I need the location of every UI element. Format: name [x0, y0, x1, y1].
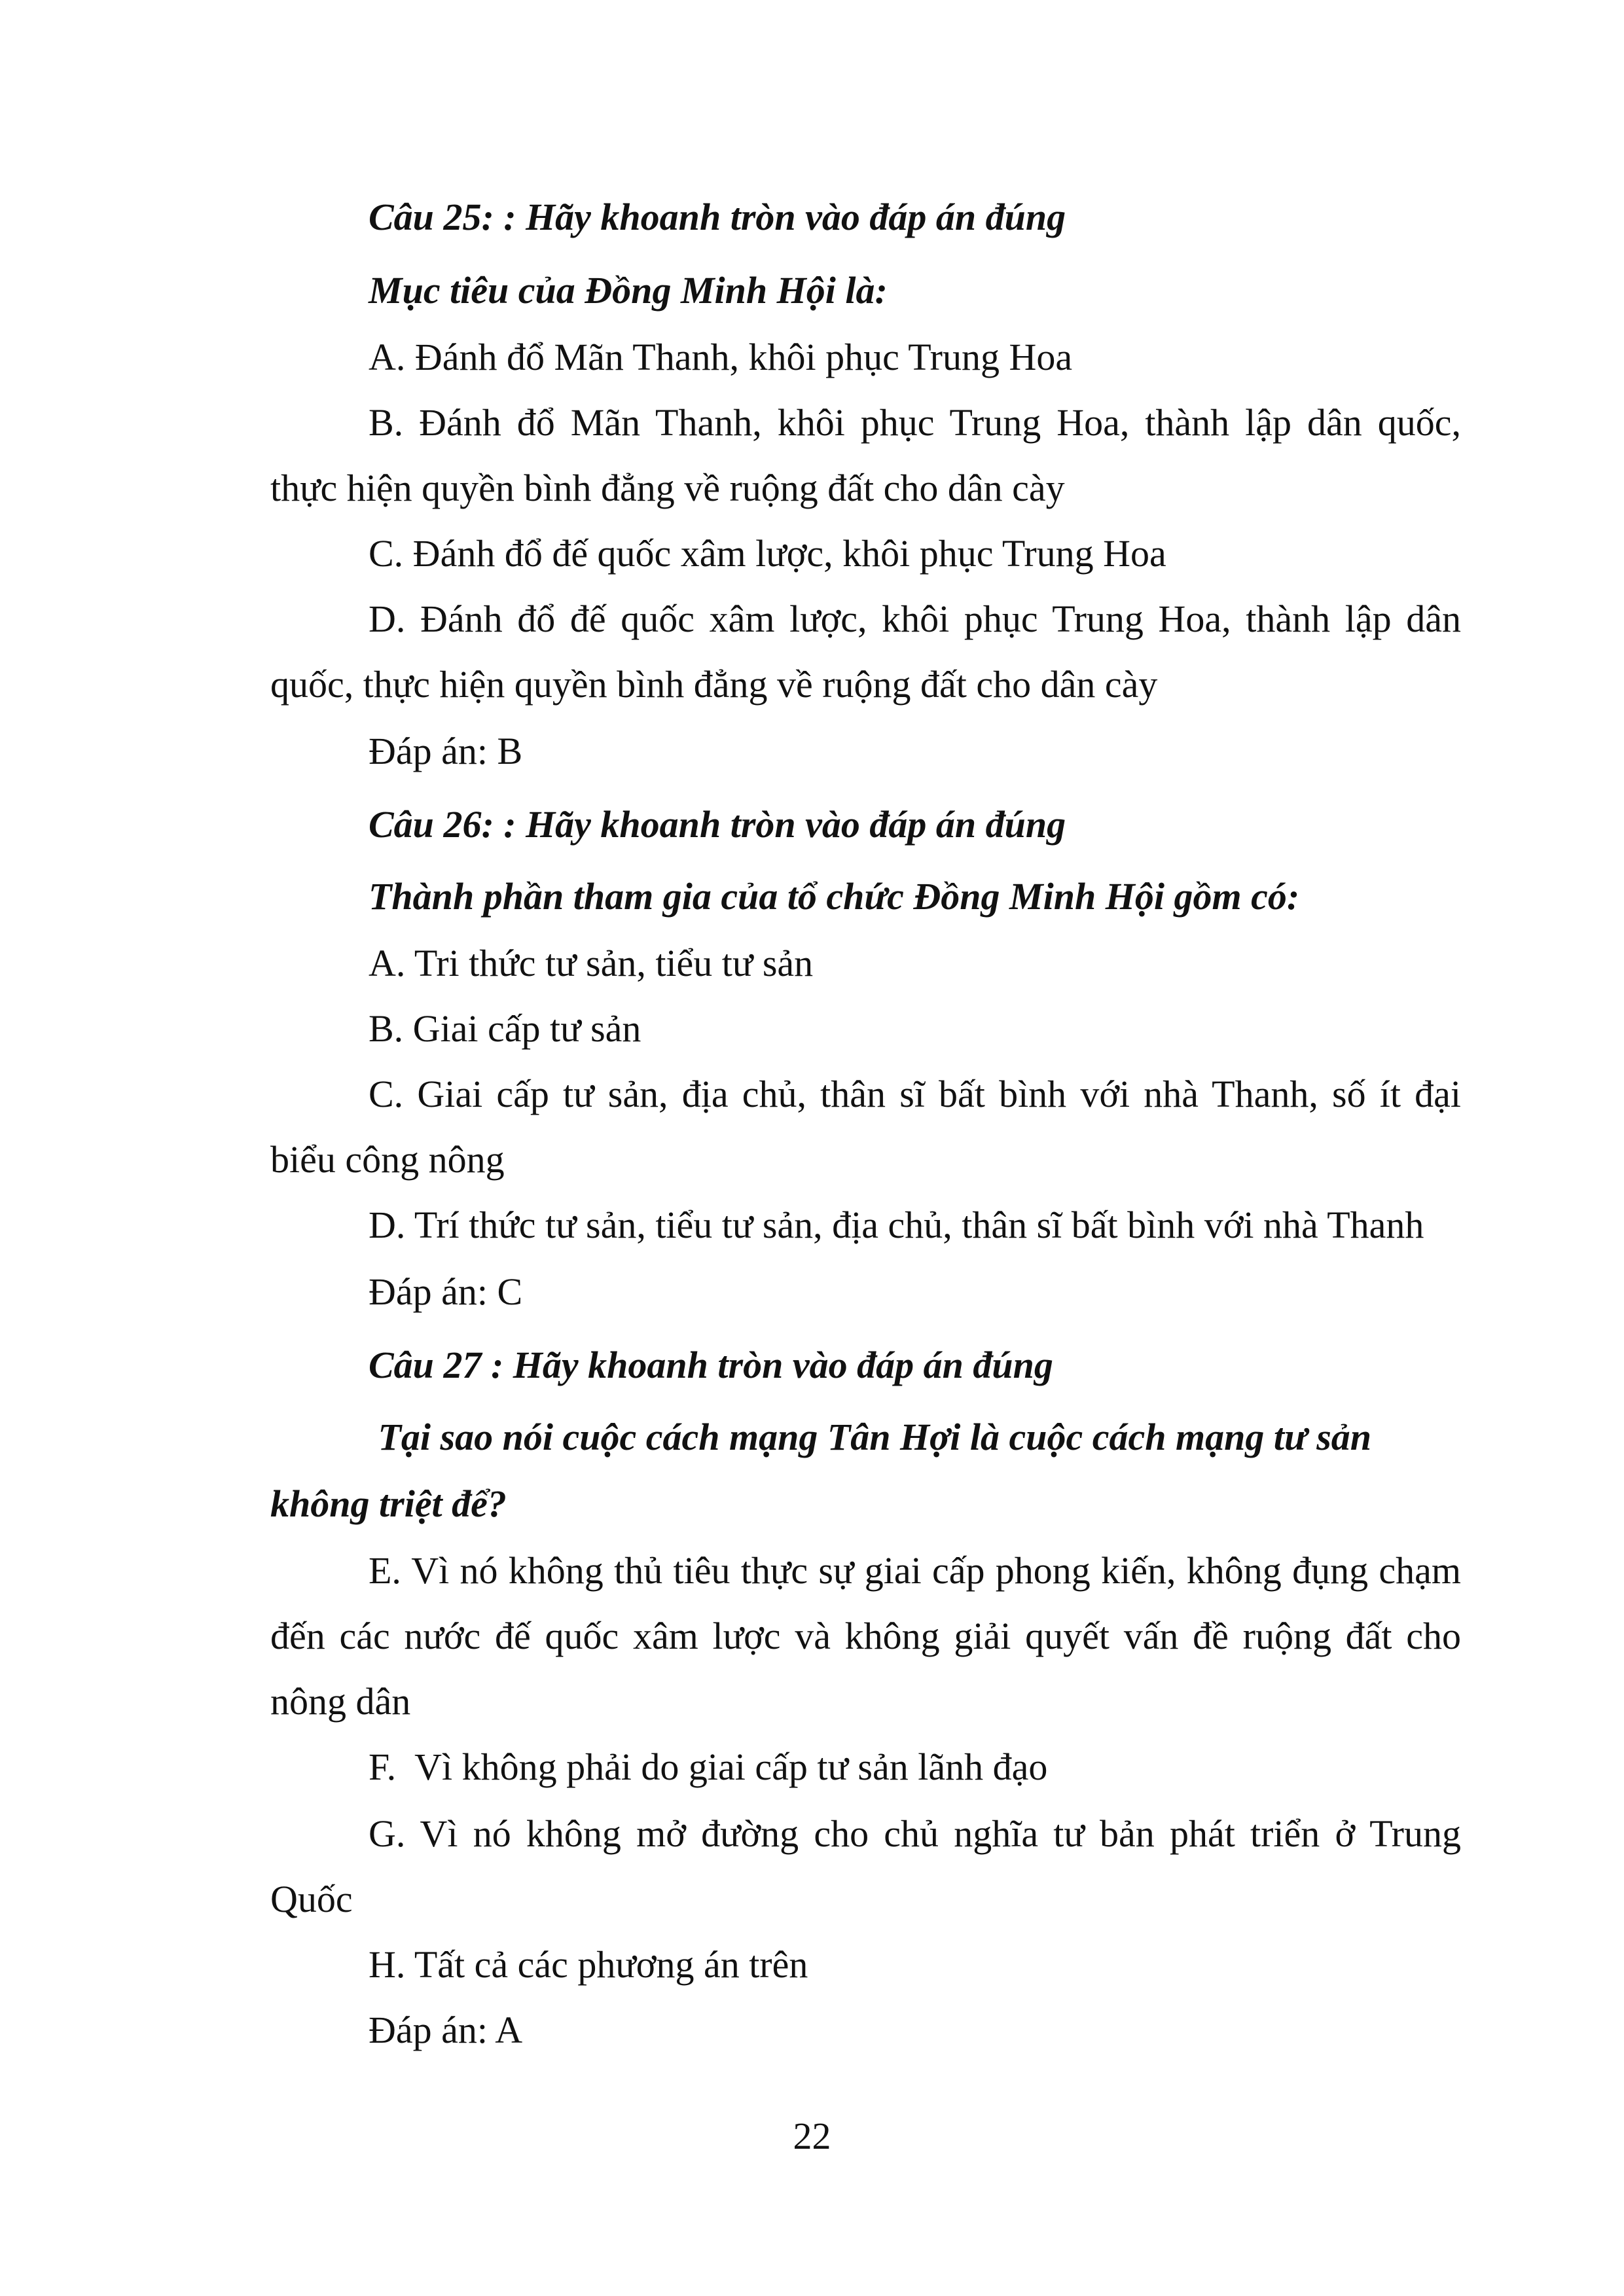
q27-option-f: F. Vì không phải do giai cấp tư sản lãnh đạo [369, 1746, 1048, 1788]
q25-question: Mục tiêu của Đồng Minh Hội là: [369, 269, 888, 312]
q25-answer: Đáp án: B [369, 730, 523, 772]
q25-option-d-line1: D. Đánh đổ đế quốc xâm lược, khôi phục Trung Hoa, thành lập dân [369, 598, 1461, 640]
q26-option-a: A. Tri thức tư sản, tiểu tư sản [369, 942, 814, 984]
q25-option-c: C. Đánh đổ đế quốc xâm lược, khôi phục Trung Hoa [369, 532, 1166, 575]
q26-option-c-line2: biểu công nông [270, 1138, 505, 1181]
q27-option-g-line1: G. Vì nó không mở đường cho chủ nghĩa tư bản phát triển ở Trung [369, 1812, 1461, 1855]
q27-option-e-line2: đến các nước đế quốc xâm lược và không giải quyết vấn đề ruộng đất cho [270, 1615, 1461, 1657]
q26-option-c-line1: C. Giai cấp tư sản, địa chủ, thân sĩ bất bình với nhà Thanh, số ít đại [369, 1073, 1461, 1115]
q25-option-a: A. Đánh đổ Mãn Thanh, khôi phục Trung Hoa [369, 336, 1073, 378]
q27-question-line2: không triệt để? [270, 1482, 507, 1525]
q27-question-line1: Tại sao nói cuộc cách mạng Tân Hợi là cuộc cách mạng tư sản [369, 1416, 1372, 1458]
q25-option-b-line1: B. Đánh đổ Mãn Thanh, khôi phục Trung Hoa, thành lập dân quốc, [369, 401, 1461, 444]
q27-option-e-line1: E. Vì nó không thủ tiêu thực sự giai cấp phong kiến, không đụng chạm [369, 1549, 1461, 1592]
page-number: 22 [793, 2115, 831, 2157]
q25-option-b-line2: thực hiện quyền bình đẳng về ruộng đất cho dân cày [270, 467, 1065, 509]
q26-question: Thành phần tham gia của tổ chức Đồng Minh Hội gồm có: [369, 875, 1300, 918]
q25-heading: Câu 25: : Hãy khoanh tròn vào đáp án đúng [369, 196, 1066, 238]
q27-option-g-line2: Quốc [270, 1878, 353, 1920]
q26-heading: Câu 26: : Hãy khoanh tròn vào đáp án đúng [369, 803, 1066, 846]
q26-option-b: B. Giai cấp tư sản [369, 1007, 641, 1050]
q27-option-e-line3: nông dân [270, 1680, 411, 1723]
q26-option-d: D. Trí thức tư sản, tiểu tư sản, địa chủ, thân sĩ bất bình với nhà Thanh [369, 1204, 1424, 1246]
q27-option-h: H. Tất cả các phương án trên [369, 1943, 808, 1986]
q25-option-d-line2: quốc, thực hiện quyền bình đẳng về ruộng đất cho dân cày [270, 663, 1158, 706]
q26-answer: Đáp án: C [369, 1270, 523, 1313]
q27-heading: Câu 27 : Hãy khoanh tròn vào đáp án đúng [369, 1344, 1053, 1386]
q27-answer: Đáp án: A [369, 2009, 523, 2051]
